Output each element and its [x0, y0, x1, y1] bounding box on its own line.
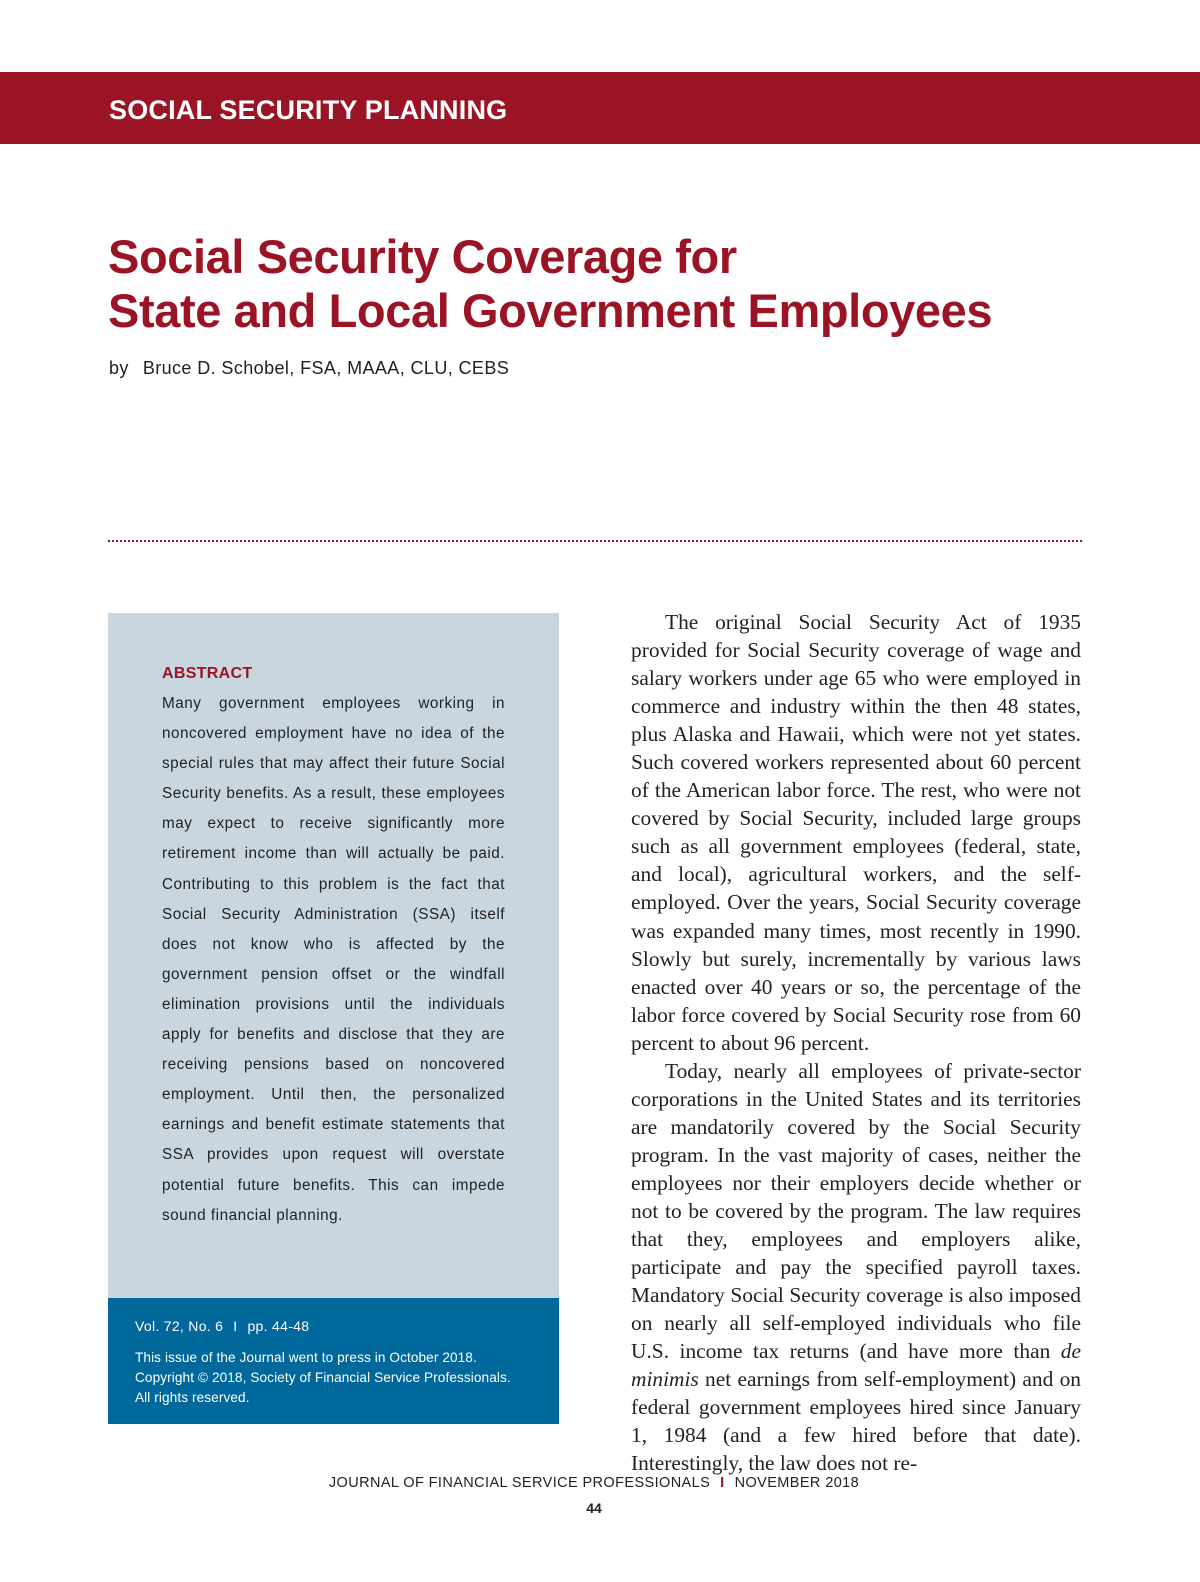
- article-title: [108, 230, 992, 338]
- footer-separator: I: [720, 1475, 725, 1491]
- article-title-line-2: State and Local Government Employees: [108, 284, 993, 337]
- body-paragraph-2-italic: de minimis: [631, 1339, 1081, 1392]
- abstract-text: Many government employees working in noncovered employment have no idea of the special rules that may affect their future Social Security benefits. As a result, these employees may expect to receive significantly more retirement income than will actually be paid. Contributing to this problem is the fact that Social Security Administration (SSA) itself does not know who is affected by the government pension offset or the windfall elimination provisions until the individuals apply for benefits and disclose that they are receiving pensions based on noncovered employment. Until then, the personalized earnings and benefit estimate statements that SSA provides upon request will overstate potential future benefits. This can impede sound financial planning.: [162, 695, 505, 1224]
- section-banner: [0, 72, 1200, 144]
- volume-separator: I: [233, 1318, 238, 1334]
- press-note-line-2: Copyright © 2018, Society of Financial Service Professionals.: [135, 1370, 511, 1385]
- publication-info-box: [108, 1298, 559, 1424]
- article-body: [631, 608, 1081, 1477]
- article-title-line-1: Social Security Coverage for: [108, 230, 737, 283]
- page-number: 44: [586, 1500, 602, 1516]
- byline: [109, 358, 509, 379]
- body-paragraph-2-end: net earnings from self-employment) and on federal government employees hired since January 1, 1984 (and a few hired before that date). Interestingly, the law does not re-: [631, 1367, 1081, 1476]
- abstract-box: [108, 613, 559, 1298]
- journal-name: JOURNAL OF FINANCIAL SERVICE PROFESSIONALS: [328, 1475, 711, 1491]
- volume-number: Vol. 72, No. 6: [135, 1318, 224, 1334]
- press-note: [135, 1348, 545, 1408]
- author-name: Bruce D. Schobel, FSA, MAAA, CLU, CEBS: [142, 358, 510, 378]
- press-note-line-3: All rights reserved.: [135, 1390, 250, 1405]
- body-paragraph-2: [631, 1057, 1081, 1478]
- abstract-heading: ABSTRACT: [162, 665, 253, 682]
- section-title: SOCIAL SECURITY PLANNING: [109, 95, 508, 125]
- issue-date: NOVEMBER 2018: [734, 1475, 860, 1491]
- volume-info: [135, 1318, 309, 1334]
- byline-prefix: by: [109, 358, 129, 378]
- body-paragraph-1: The original Social Security Act of 1935 provided for Social Security coverage of wage and salary workers under age 65 who were employed in commerce and industry within the then 48 states, plus Alaska and Hawaii, which were not yet states. Such covered workers represented about 60 percent of the American labor force. The rest, who were not covered by Social Security, included large groups such as all government employees (federal, state, and local), agricultural workers, and the self-employed. Over the years, Social Security coverage was expanded many times, most recently in 1990. Slowly but surely, incrementally by various laws enacted over 40 years or so, the percentage of the labor force covered by Social Security rose from 60 percent to about 96 percent.: [631, 610, 1081, 1055]
- press-note-line-1: This issue of the Journal went to press in October 2018.: [135, 1350, 477, 1365]
- page-footer: [0, 1475, 1188, 1491]
- page-range: pp. 44-48: [247, 1318, 310, 1334]
- dotted-divider: [108, 540, 1082, 542]
- body-paragraph-2-start: Today, nearly all employees of private-sector corporations in the United States and its territories are mandatorily covered by the Social Security program. In the vast majority of cases, neither the employees nor their employers decide whether or not to be covered by the program. The law requires that they, employees and employers alike, participate and pay the specified payroll taxes. Mandatory Social Security coverage is also imposed on nearly all self-employed individuals who file U.S. income tax returns (and have more than: [631, 1058, 1081, 1364]
